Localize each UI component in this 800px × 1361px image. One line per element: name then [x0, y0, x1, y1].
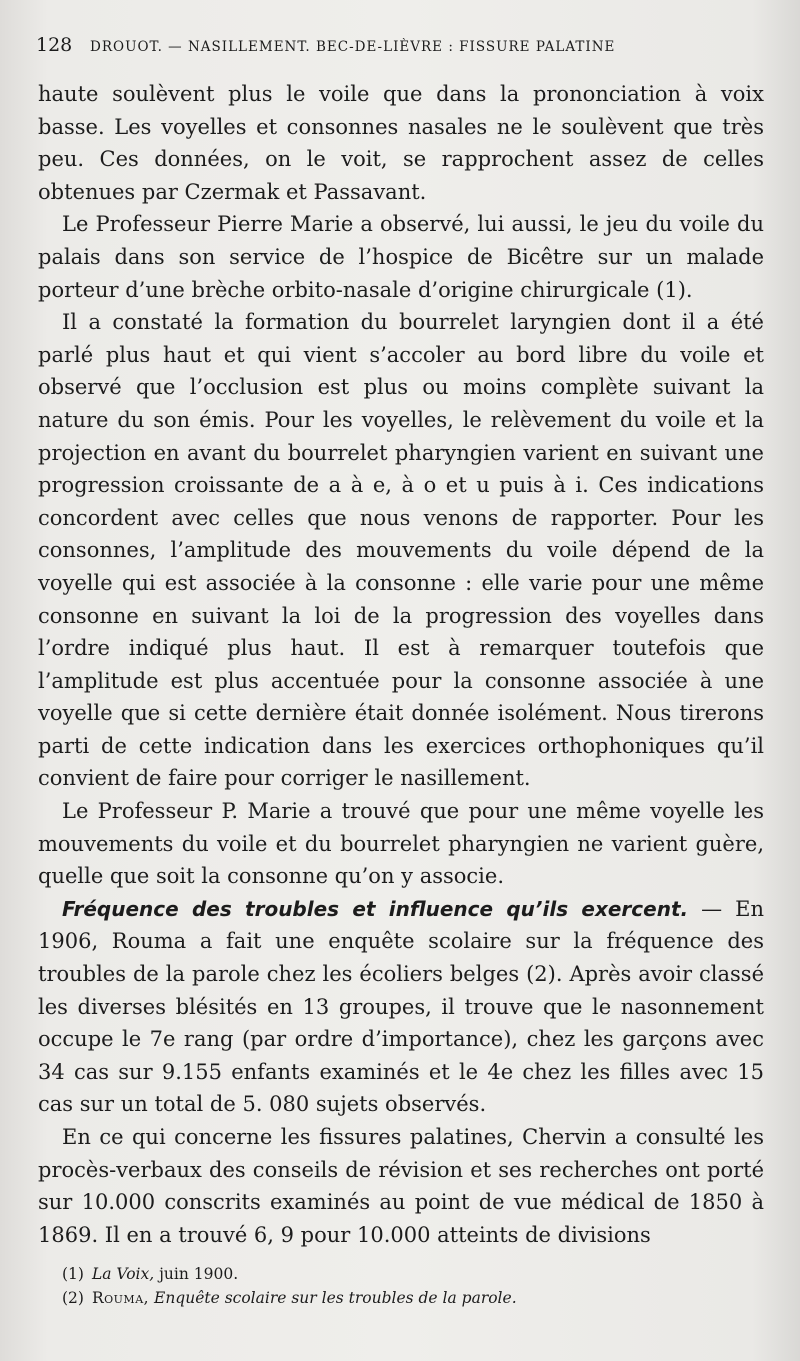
footnote-source: La Voix,	[91, 1265, 155, 1283]
footnotes	[62, 1262, 762, 1310]
footnote-author: Rouma,	[91, 1289, 150, 1307]
footnote-2	[62, 1286, 762, 1310]
section-subheading: Fréquence des troubles et influence qu’ils exercent.	[62, 896, 689, 921]
running-title: DROUOT. — NASILLEMENT. BEC-DE-LIÈVRE : FISSURE PALATINE	[90, 39, 616, 55]
paragraph-5	[38, 893, 764, 1121]
body-text	[38, 78, 764, 1251]
running-header	[36, 34, 736, 56]
paragraph-6: En ce qui concerne les fissures palatines, Chervin a consulté les procès-verbaux des conseils de révision et ses recherches ont porté sur 10.000 conscrits examinés au point de vue médical de 1850 à 1869. Il en a trouvé 6, 9 pour 10.000 atteints de divisions	[38, 1125, 764, 1247]
paragraph-1: haute soulèvent plus le voile que dans la prononciation à voix basse. Les voyelles et consonnes nasales ne le soulèvent que très peu. Ces données, on le voit, se rapprochent assez de celles obtenues par Czermak et Passavant.	[38, 82, 764, 204]
footnote-source: Enquête scolaire sur les troubles de la parole.	[154, 1289, 517, 1307]
paragraph-3: Il a constaté la formation du bourrelet laryngien dont il a été parlé plus haut et qui vient s’accoler au bord libre du voile et observé que l’occlusion est plus ou moins complète suivant la nature du son émis. Pour les voyelles, le relèvement du voile et la projection en avant du bourrelet pharyngien varient en suivant une progression croissante de a à e, à o et u puis à i. Ces indications concordent avec celles que nous venons de rapporter. Pour les consonnes, l’amplitude des mouvements du voile dépend de la voyelle qui est associée à la consonne : elle varie pour une même consonne en suivant la loi de la progression des voyelles dans l’ordre indiqué plus haut. Il est à remarquer toutefois que l’amplitude est plus accentuée pour la consonne associée à une voyelle que si cette dernière était donnée isolément. Nous tirerons parti de cette indication dans les exercices orthophoniques qu’il convient de faire pour corriger le nasillement.	[38, 310, 764, 791]
footnote-1	[62, 1262, 762, 1286]
paragraph-4: Le Professeur P. Marie a trouvé que pour une même voyelle les mouvements du voile et du bourrelet pharyngien ne varient guère, quelle que soit la consonne qu’on y associe.	[38, 799, 764, 889]
subheading-dash: —	[688, 896, 723, 921]
footnote-text: juin 1900.	[154, 1265, 239, 1283]
page-number: 128	[36, 34, 73, 56]
paragraph-5-text: En 1906, Rouma a fait une enquête scolaire sur la fréquence des troubles de la parole chez les écoliers belges (2). Après avoir classé les diverses blésités en 13 groupes, il trouve que le nasonnement occupe le 7e rang (par ordre d’importance), chez les garçons avec 34 cas sur 9.155 enfants examinés et le 4e chez les filles avec 15 cas sur un total de 5. 080 sujets observés.	[38, 896, 764, 1117]
footnote-number: (2)	[62, 1289, 84, 1307]
paragraph-2: Le Professeur Pierre Marie a observé, lui aussi, le jeu du voile du palais dans son service de l’hospice de Bicêtre sur un malade porteur d’une brèche orbito-nasale d’origine chirurgicale (1).	[38, 212, 764, 302]
footnote-number: (1)	[62, 1265, 84, 1283]
